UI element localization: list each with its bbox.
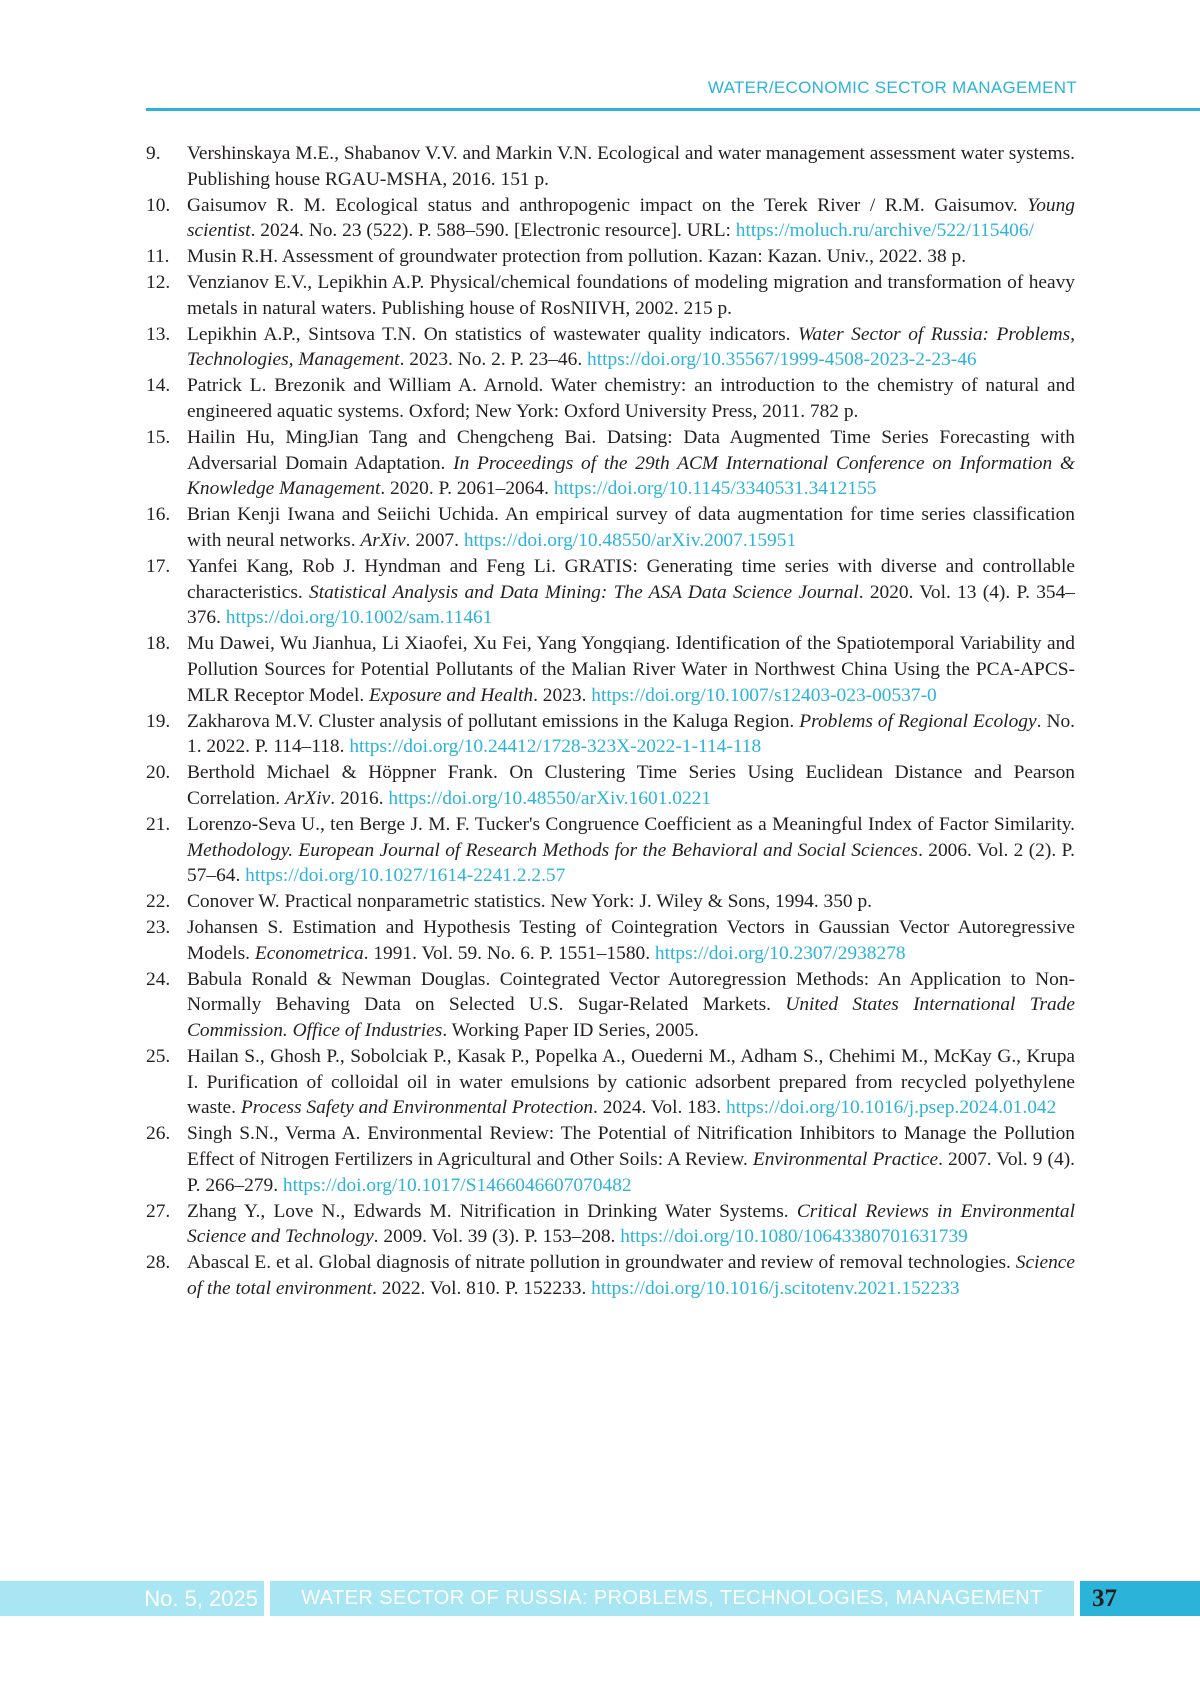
reference-number: 22. xyxy=(146,891,171,913)
source-title: In Proceedings of the 29th ACM International Conference on Information & Knowledge Management xyxy=(187,452,1075,500)
reference-item xyxy=(146,322,1075,374)
citation-text: Abascal E. et al. Global diagnosis of nitrate pollution in groundwater and review of removal technologies. xyxy=(187,1252,1016,1274)
reference-text xyxy=(187,322,1075,374)
source-title: Econometrica xyxy=(254,942,364,964)
citation-text: . Working Paper ID Series, 2005. xyxy=(442,1020,699,1042)
reference-text xyxy=(187,709,1075,761)
source-title: United States International Trade Commission. Office of Industries xyxy=(187,994,1075,1042)
reference-text xyxy=(187,1250,1075,1302)
citation-text: . 2007. xyxy=(405,529,464,551)
reference-item xyxy=(146,915,1075,967)
source-title: Science of the total environment xyxy=(187,1252,1075,1300)
citation-text: Yanfei Kang, Rob J. Hyndman and Feng Li. GRATIS: Generating time series with diverse and controllable characteristics. xyxy=(187,555,1075,603)
reference-text xyxy=(187,812,1075,889)
doi-link[interactable]: https://doi.org/10.1002/sam.11461 xyxy=(225,607,493,629)
doi-link[interactable]: https://doi.org/10.24412/1728-323X-2022-1-114-118 xyxy=(349,736,762,758)
citation-text: Singh S.N., Verma A. Environmental Review: The Potential of Nitrification Inhibitors to Manage the Pollution Effect of Nitrogen Fertilizers in Agricultural and Other Soils: A Review. xyxy=(187,1123,1075,1171)
citation-text: . 2020. P. 2061–2064. xyxy=(380,478,554,500)
doi-link[interactable]: https://doi.org/10.1016/j.psep.2024.01.042 xyxy=(725,1097,1057,1119)
footer-issue: No. 5, 2025 xyxy=(0,1581,264,1616)
reference-number: 18. xyxy=(146,633,171,655)
doi-link[interactable]: https://moluch.ru/archive/522/115406/ xyxy=(735,220,1034,242)
doi-link[interactable]: https://doi.org/10.48550/arXiv.2007.15951 xyxy=(463,529,797,551)
reference-number: 21. xyxy=(146,813,171,835)
reference-list xyxy=(146,141,1075,1302)
header-rule xyxy=(146,108,1200,111)
citation-text: Mu Dawei, Wu Jianhua, Li Xiaofei, Xu Fei, Yang Yongqiang. Identification of the Spatiotemporal Variability and Pollution Sources for Potential Pollutants of the Malian River Water in Northwest China Using the PCA-APCS-MLR Receptor Model. xyxy=(187,633,1075,706)
citation-text: . 2016. xyxy=(330,787,389,809)
reference-text xyxy=(187,554,1075,631)
page-footer xyxy=(0,1581,1200,1616)
citation-text: Zhang Y., Love N., Edwards M. Nitrification in Drinking Water Systems. xyxy=(187,1200,797,1222)
reference-item xyxy=(146,193,1075,245)
reference-text xyxy=(187,425,1075,502)
running-head: WATER/ECONOMIC SECTOR MANAGEMENT xyxy=(707,78,1077,97)
source-title: Statistical Analysis and Data Mining: The ASA Data Science Journal xyxy=(309,581,859,603)
reference-number: 26. xyxy=(146,1123,171,1145)
citation-text: Conover W. Practical nonparametric statistics. New York: J. Wiley & Sons, 1994. 350 p. xyxy=(187,891,873,913)
doi-link[interactable]: https://doi.org/10.1007/s12403-023-00537-0 xyxy=(591,684,937,706)
reference-text xyxy=(187,244,1075,270)
reference-item xyxy=(146,1199,1075,1251)
reference-number: 19. xyxy=(146,710,171,732)
reference-item xyxy=(146,1044,1075,1121)
citation-text: . 2020. Vol. 13 (4). P. 354–376. xyxy=(187,581,1075,629)
reference-item xyxy=(146,1121,1075,1198)
citation-text: . 2006. Vol. 2 (2). P. 57–64. xyxy=(187,839,1075,887)
citation-text: Brian Kenji Iwana and Seiichi Uchida. An empirical survey of data augmentation for time series classification with neural networks. xyxy=(187,504,1075,551)
citation-text: . No. 1. 2022. P. 114–118. xyxy=(187,710,1075,758)
reference-item xyxy=(146,244,1075,270)
reference-number: 28. xyxy=(146,1252,171,1274)
reference-item xyxy=(146,967,1075,1044)
citation-text: Musin R.H. Assessment of groundwater protection from pollution. Kazan: Kazan. Univ., 2022. 38 p. xyxy=(187,246,967,268)
reference-number: 16. xyxy=(146,504,171,526)
reference-text xyxy=(187,373,1075,425)
source-title: Problems of Regional Ecology xyxy=(799,710,1037,732)
reference-number: 27. xyxy=(146,1200,171,1222)
doi-link[interactable]: https://doi.org/10.35567/1999-4508-2023-2-23-46 xyxy=(587,349,977,371)
reference-number: 20. xyxy=(146,762,171,784)
reference-text xyxy=(187,631,1075,708)
reference-number: 24. xyxy=(146,968,171,990)
source-title: Water Sector of Russia: Problems, Technologies, Management xyxy=(187,323,1075,371)
doi-link[interactable]: https://doi.org/10.1017/S1466046607070482 xyxy=(282,1174,632,1196)
citation-text: Venzianov E.V., Lepikhin A.P. Physical/chemical foundations of modeling migration and transformation of heavy metals in natural waters. Publishing house of RosNIIVH, 2002. 215 p. xyxy=(187,271,1075,319)
reference-number: 14. xyxy=(146,375,171,397)
citation-text: Johansen S. Estimation and Hypothesis Testing of Cointegration Vectors in Gaussian Vector Autoregressive Models. xyxy=(187,916,1075,964)
reference-text xyxy=(187,1121,1075,1198)
citation-text: Hailin Hu, MingJian Tang and Chengcheng Bai. Datsing: Data Augmented Time Series Forecasting with Adversarial Domain Adaptation. xyxy=(187,426,1075,474)
citation-text: . 1991. Vol. 59. No. 6. P. 1551–1580. xyxy=(363,942,655,964)
reference-number: 12. xyxy=(146,271,171,293)
reference-item xyxy=(146,760,1075,812)
reference-number: 11. xyxy=(146,246,170,268)
source-title: Young scientist xyxy=(187,194,1075,242)
doi-link[interactable]: https://doi.org/10.48550/arXiv.1601.0221 xyxy=(388,787,712,809)
citation-text: . 2007. Vol. 9 (4). P. 266–279. xyxy=(187,1149,1075,1196)
reference-item xyxy=(146,631,1075,708)
source-title: Exposure and Health xyxy=(369,684,534,706)
reference-text xyxy=(187,760,1075,812)
reference-text xyxy=(187,967,1075,1044)
reference-number: 10. xyxy=(146,194,171,216)
reference-number: 15. xyxy=(146,426,171,448)
reference-number: 23. xyxy=(146,916,171,938)
reference-item xyxy=(146,425,1075,502)
citation-text: Patrick L. Brezonik and William A. Arnold. Water chemistry: an introduction to the chemistry of natural and engineered aquatic systems. Oxford; New York: Oxford University Press, 2011. 782 p. xyxy=(187,375,1075,422)
citation-text: . 2024. No. 23 (522). P. 588–590. [Electronic resource]. URL: xyxy=(250,220,736,242)
source-title: Methodology. European Journal of Research Methods for the Behavioral and Social Sciences xyxy=(187,839,919,861)
source-title: ArXiv xyxy=(285,787,331,809)
source-title: Critical Reviews in Environmental Science and Technology xyxy=(187,1200,1076,1248)
reference-text xyxy=(187,270,1075,322)
citation-text: . 2023. xyxy=(533,684,592,706)
reference-text xyxy=(187,1044,1075,1121)
citation-text: Gaisumov R. M. Ecological status and anthropogenic impact on the Terek River / R.M. Gaisumov. xyxy=(187,194,1028,216)
source-title: Process Safety and Environmental Protection xyxy=(240,1097,594,1119)
citation-text: Lepikhin A.P., Sintsova T.N. On statistics of wastewater quality indicators. xyxy=(187,323,799,345)
citation-text: . 2022. Vol. 810. P. 152233. xyxy=(372,1278,592,1300)
citation-text: Lorenzo-Seva U., ten Berge J. M. F. Tucker's Congruence Coefficient as a Meaningful Index of Factor Similarity. xyxy=(187,813,1075,835)
reference-text xyxy=(187,889,1075,915)
reference-text xyxy=(187,141,1075,193)
reference-item xyxy=(146,1250,1075,1302)
page-number: 37 xyxy=(1080,1581,1200,1616)
reference-number: 25. xyxy=(146,1045,171,1067)
reference-text xyxy=(187,502,1075,554)
reference-item xyxy=(146,889,1075,915)
reference-number: 9. xyxy=(146,143,161,164)
reference-item xyxy=(146,502,1075,554)
reference-item xyxy=(146,554,1075,631)
doi-link[interactable]: https://doi.org/10.1080/10643380701631739 xyxy=(620,1226,968,1248)
doi-link[interactable]: https://doi.org/10.1016/j.scitotenv.2021.152233 xyxy=(591,1278,960,1300)
citation-text: . 2009. Vol. 39 (3). P. 153–208. xyxy=(373,1226,621,1248)
reference-text xyxy=(187,1199,1075,1251)
reference-item xyxy=(146,373,1075,425)
reference-number: 17. xyxy=(146,555,171,577)
reference-item xyxy=(146,270,1075,322)
citation-text: Vershinskaya M.E., Shabanov V.V. and Markin V.N. Ecological and water management assessment water systems. Publishing house RGAU-MSHA, 2016. 151 p. xyxy=(187,143,1075,190)
doi-link[interactable]: https://doi.org/10.1027/1614-2241.2.2.57 xyxy=(245,865,566,887)
reference-item xyxy=(146,812,1075,889)
reference-item xyxy=(146,709,1075,761)
source-title: ArXiv xyxy=(360,529,406,551)
citation-text: . 2023. No. 2. P. 23–46. xyxy=(399,349,588,371)
doi-link[interactable]: https://doi.org/10.1145/3340531.3412155 xyxy=(553,478,877,500)
reference-text xyxy=(187,193,1075,245)
citation-text: Zakharova M.V. Cluster analysis of pollutant emissions in the Kaluga Region. xyxy=(187,710,800,732)
reference-item xyxy=(146,141,1075,193)
footer-journal-title: WATER SECTOR OF RUSSIA: PROBLEMS, TECHNOLOGIES, MANAGEMENT xyxy=(270,1581,1074,1616)
citation-text: . 2024. Vol. 183. xyxy=(593,1097,726,1119)
reference-text xyxy=(187,915,1075,967)
citation-text: Babula Ronald & Newman Douglas. Cointegrated Vector Autoregression Methods: An Application to Non-Normally Behaving Data on Selected U.S. Sugar-Related Markets. xyxy=(187,968,1075,1016)
citation-text: Berthold Michael & Höppner Frank. On Clustering Time Series Using Euclidean Distance and Pearson Correlation. xyxy=(187,762,1075,809)
doi-link[interactable]: https://doi.org/10.2307/2938278 xyxy=(654,942,906,964)
source-title: Environmental Practice xyxy=(752,1149,939,1171)
citation-text: Hailan S., Ghosh P., Sobolciak P., Kasak P., Popelka A., Ouederni M., Adham S., Chehimi M., McKay G., Krupa I. Purification of colloidal oil in water emulsions by cationic adsorbent prepared from recycled polyethylene waste. xyxy=(187,1045,1075,1119)
reference-number: 13. xyxy=(146,323,171,345)
